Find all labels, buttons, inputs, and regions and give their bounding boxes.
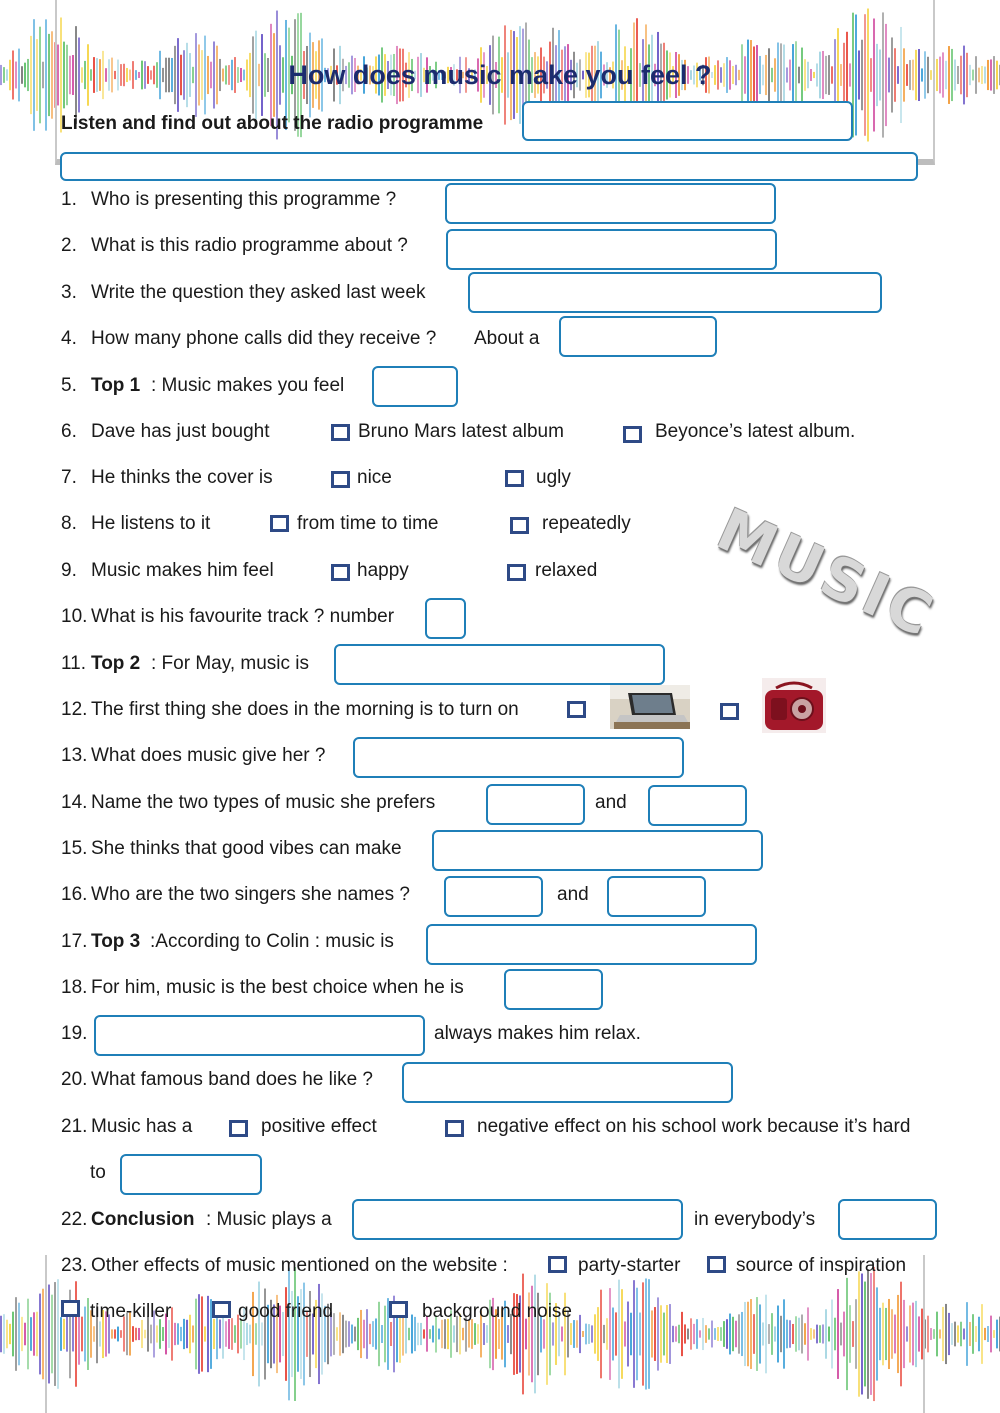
q17-bold-label: Top 3 bbox=[91, 931, 141, 952]
q7-option1-label: nice bbox=[357, 467, 392, 488]
wave-bar bbox=[966, 1302, 968, 1366]
wave-bar bbox=[978, 1317, 980, 1352]
wave-bar bbox=[27, 1299, 29, 1370]
q8-option1-checkbox[interactable] bbox=[270, 515, 289, 532]
intro-answer-box[interactable] bbox=[522, 101, 853, 141]
wave-bar bbox=[948, 1313, 950, 1355]
q6-option2-label: Beyonce’s latest album. bbox=[655, 421, 856, 442]
q21-option1-label: positive effect bbox=[261, 1116, 377, 1137]
q16-number: 16. bbox=[61, 884, 88, 905]
wave-bar bbox=[930, 1328, 932, 1340]
wave-bar bbox=[951, 1323, 953, 1345]
q1-text: Who is presenting this programme ? bbox=[91, 189, 397, 210]
q14-answer-box-1[interactable] bbox=[486, 784, 585, 825]
wave-bar bbox=[993, 1330, 995, 1338]
wave-bar bbox=[981, 1304, 983, 1364]
q23-option2-label: source of inspiration bbox=[736, 1255, 907, 1276]
q12-radio-checkbox[interactable] bbox=[720, 703, 739, 720]
q2-answer-box[interactable] bbox=[446, 229, 777, 270]
q23-option4-checkbox[interactable] bbox=[212, 1301, 231, 1318]
q21-option2-checkbox[interactable] bbox=[445, 1120, 464, 1137]
q7-option1-checkbox[interactable] bbox=[331, 471, 350, 488]
q6-text: Dave has just bought bbox=[91, 421, 270, 442]
q8-option2-label: repeatedly bbox=[542, 513, 631, 534]
q8-text: He listens to it bbox=[91, 513, 211, 534]
footer-frame bbox=[45, 1255, 925, 1413]
wave-bar bbox=[957, 1325, 959, 1342]
wave-bar bbox=[942, 1307, 944, 1361]
q5-text: : Music makes you feel bbox=[151, 375, 345, 396]
q11-answer-box[interactable] bbox=[334, 644, 665, 685]
q8-option2-checkbox[interactable] bbox=[510, 517, 529, 534]
q11-text: : For May, music is bbox=[151, 653, 309, 674]
wave-bar bbox=[990, 1316, 992, 1353]
radio-image bbox=[762, 678, 826, 733]
q14-number: 14. bbox=[61, 792, 88, 813]
q18-text: For him, music is the best choice when he is bbox=[91, 977, 464, 998]
q9-option1-checkbox[interactable] bbox=[331, 564, 350, 581]
q21-number: 21. bbox=[61, 1116, 88, 1137]
wave-bar bbox=[963, 1329, 965, 1340]
q9-option2-checkbox[interactable] bbox=[507, 564, 526, 581]
q13-text: What does music give her ? bbox=[91, 745, 326, 766]
q3-text: Write the question they asked last week bbox=[91, 282, 426, 303]
q23-number: 23. bbox=[61, 1255, 88, 1276]
wave-bar bbox=[969, 1322, 971, 1346]
wave-bar bbox=[984, 1328, 986, 1340]
wave-bar bbox=[42, 1289, 44, 1380]
wave-bar bbox=[33, 1312, 35, 1355]
q4-text: How many phone calls did they receive ? bbox=[91, 328, 437, 349]
q22-bold-label: Conclusion bbox=[91, 1209, 195, 1230]
q23-option4-label: good friend bbox=[238, 1301, 334, 1322]
wave-bar bbox=[6, 1320, 8, 1349]
wave-bar bbox=[15, 1297, 17, 1371]
q4-extra-text: About a bbox=[474, 328, 540, 349]
q21-option1-checkbox[interactable] bbox=[229, 1120, 248, 1137]
q19-text: always makes him relax. bbox=[434, 1023, 641, 1044]
q14-and-text: and bbox=[595, 792, 627, 813]
q20-number: 20. bbox=[61, 1069, 88, 1090]
q6-number: 6. bbox=[61, 421, 77, 442]
q22-text: : Music plays a bbox=[206, 1209, 332, 1230]
wave-bar bbox=[945, 1304, 947, 1364]
q10-text: What is his favourite track ? number bbox=[91, 606, 395, 627]
q16-answer-box-1[interactable] bbox=[444, 876, 543, 917]
q13-number: 13. bbox=[61, 745, 88, 766]
q16-text: Who are the two singers she names ? bbox=[91, 884, 410, 905]
q16-and-text: and bbox=[557, 884, 589, 905]
wave-bar bbox=[996, 1320, 998, 1349]
q10-number: 10. bbox=[61, 606, 88, 627]
q9-text: Music makes him feel bbox=[91, 560, 274, 581]
q22-number: 22. bbox=[61, 1209, 88, 1230]
wave-bar bbox=[972, 1314, 974, 1354]
q14-text: Name the two types of music she prefers bbox=[91, 792, 436, 813]
wave-bar bbox=[936, 1312, 938, 1357]
q12-text: The first thing she does in the morning is to turn on bbox=[91, 699, 519, 720]
q12-laptop-checkbox[interactable] bbox=[567, 701, 586, 718]
q9-number: 9. bbox=[61, 560, 77, 581]
q23-option1-checkbox[interactable] bbox=[548, 1256, 567, 1273]
q22-extra-text: in everybody’s bbox=[694, 1209, 816, 1230]
music-logo-decoration: MUSIC bbox=[707, 495, 946, 651]
q9-option2-label: relaxed bbox=[535, 560, 598, 581]
wave-bar bbox=[960, 1322, 962, 1347]
q10-answer-box[interactable] bbox=[425, 598, 466, 639]
q19-answer-box[interactable] bbox=[94, 1015, 425, 1056]
q13-answer-box[interactable] bbox=[353, 737, 684, 778]
q7-option2-checkbox[interactable] bbox=[505, 470, 524, 487]
q7-number: 7. bbox=[61, 467, 77, 488]
q21-option2-label: negative effect on his school work because it’s hard bbox=[477, 1116, 911, 1137]
q4-answer-box[interactable] bbox=[559, 316, 717, 357]
wave-bar bbox=[975, 1326, 977, 1342]
q14-answer-box-2[interactable] bbox=[648, 785, 747, 826]
wave-bar bbox=[18, 1303, 20, 1366]
q17-text: :According to Colin : music is bbox=[150, 931, 394, 952]
q1-answer-box[interactable] bbox=[445, 183, 776, 224]
q15-answer-box[interactable] bbox=[432, 830, 763, 871]
q12-number: 12. bbox=[61, 699, 88, 720]
wave-bar bbox=[987, 1326, 989, 1342]
q5-answer-box[interactable] bbox=[372, 366, 458, 407]
q3-number: 3. bbox=[61, 282, 77, 303]
wave-bar bbox=[927, 1316, 929, 1353]
wave-bar bbox=[36, 1312, 38, 1356]
laptop-image bbox=[610, 685, 690, 729]
q23-option3-label: time-killer bbox=[90, 1301, 172, 1322]
q23-option2-checkbox[interactable] bbox=[707, 1256, 726, 1273]
q23-option5-checkbox[interactable] bbox=[389, 1301, 408, 1318]
q23-option3-checkbox[interactable] bbox=[61, 1300, 80, 1317]
q11-bold-label: Top 2 bbox=[91, 653, 141, 674]
wave-bar bbox=[9, 1324, 11, 1344]
q6-option1-checkbox[interactable] bbox=[331, 424, 350, 441]
intro-text: Listen and find out about the radio programme bbox=[61, 113, 484, 134]
wave-bar bbox=[939, 1329, 941, 1338]
q22-answer-box-2[interactable] bbox=[838, 1199, 937, 1240]
wave-bar bbox=[30, 1317, 32, 1351]
q21-continuation-text: to bbox=[90, 1162, 106, 1183]
q18-answer-box[interactable] bbox=[504, 969, 603, 1010]
q2-text: What is this radio programme about ? bbox=[91, 235, 408, 256]
q8-option1-label: from time to time bbox=[297, 513, 439, 534]
q9-option1-label: happy bbox=[357, 560, 409, 581]
q21-answer-box[interactable] bbox=[120, 1154, 262, 1195]
page-title: How does music make you feel ? bbox=[288, 60, 712, 90]
wave-bar bbox=[24, 1323, 26, 1346]
q15-text: She thinks that good vibes can make bbox=[91, 838, 402, 859]
q20-text: What famous band does he like ? bbox=[91, 1069, 374, 1090]
q1-number: 1. bbox=[61, 189, 77, 210]
wave-bar bbox=[12, 1312, 14, 1357]
intro-answer-wide-box[interactable] bbox=[60, 152, 918, 181]
wave-bar bbox=[3, 1314, 5, 1354]
q23-option5-label: background noise bbox=[422, 1301, 572, 1322]
wave-bar bbox=[933, 1329, 935, 1339]
q5-number: 5. bbox=[61, 375, 77, 396]
q3-answer-box[interactable] bbox=[468, 272, 882, 313]
wave-bar bbox=[954, 1322, 956, 1347]
q6-option1-label: Bruno Mars latest album bbox=[358, 421, 564, 442]
wave-bar bbox=[39, 1294, 41, 1375]
q7-option2-label: ugly bbox=[536, 467, 571, 488]
wave-bar bbox=[21, 1317, 23, 1351]
q8-number: 8. bbox=[61, 513, 77, 534]
q17-answer-box[interactable] bbox=[426, 924, 757, 965]
q19-number: 19. bbox=[61, 1023, 88, 1044]
q6-option2-checkbox[interactable] bbox=[623, 426, 642, 443]
q11-number: 11. bbox=[61, 653, 87, 674]
q23-option1-label: party-starter bbox=[578, 1255, 681, 1276]
q21-text: Music has a bbox=[91, 1116, 193, 1137]
q4-number: 4. bbox=[61, 328, 77, 349]
q18-number: 18. bbox=[61, 977, 88, 998]
q2-number: 2. bbox=[61, 235, 77, 256]
wave-bar bbox=[0, 1316, 2, 1353]
q16-answer-box-2[interactable] bbox=[607, 876, 706, 917]
q7-text: He thinks the cover is bbox=[91, 467, 273, 488]
q5-bold-label: Top 1 bbox=[91, 375, 141, 396]
q22-answer-box-1[interactable] bbox=[352, 1199, 683, 1240]
q20-answer-box[interactable] bbox=[402, 1062, 733, 1103]
q17-number: 17. bbox=[61, 931, 88, 952]
q23-text: Other effects of music mentioned on the website : bbox=[91, 1255, 508, 1276]
q15-number: 15. bbox=[61, 838, 88, 859]
